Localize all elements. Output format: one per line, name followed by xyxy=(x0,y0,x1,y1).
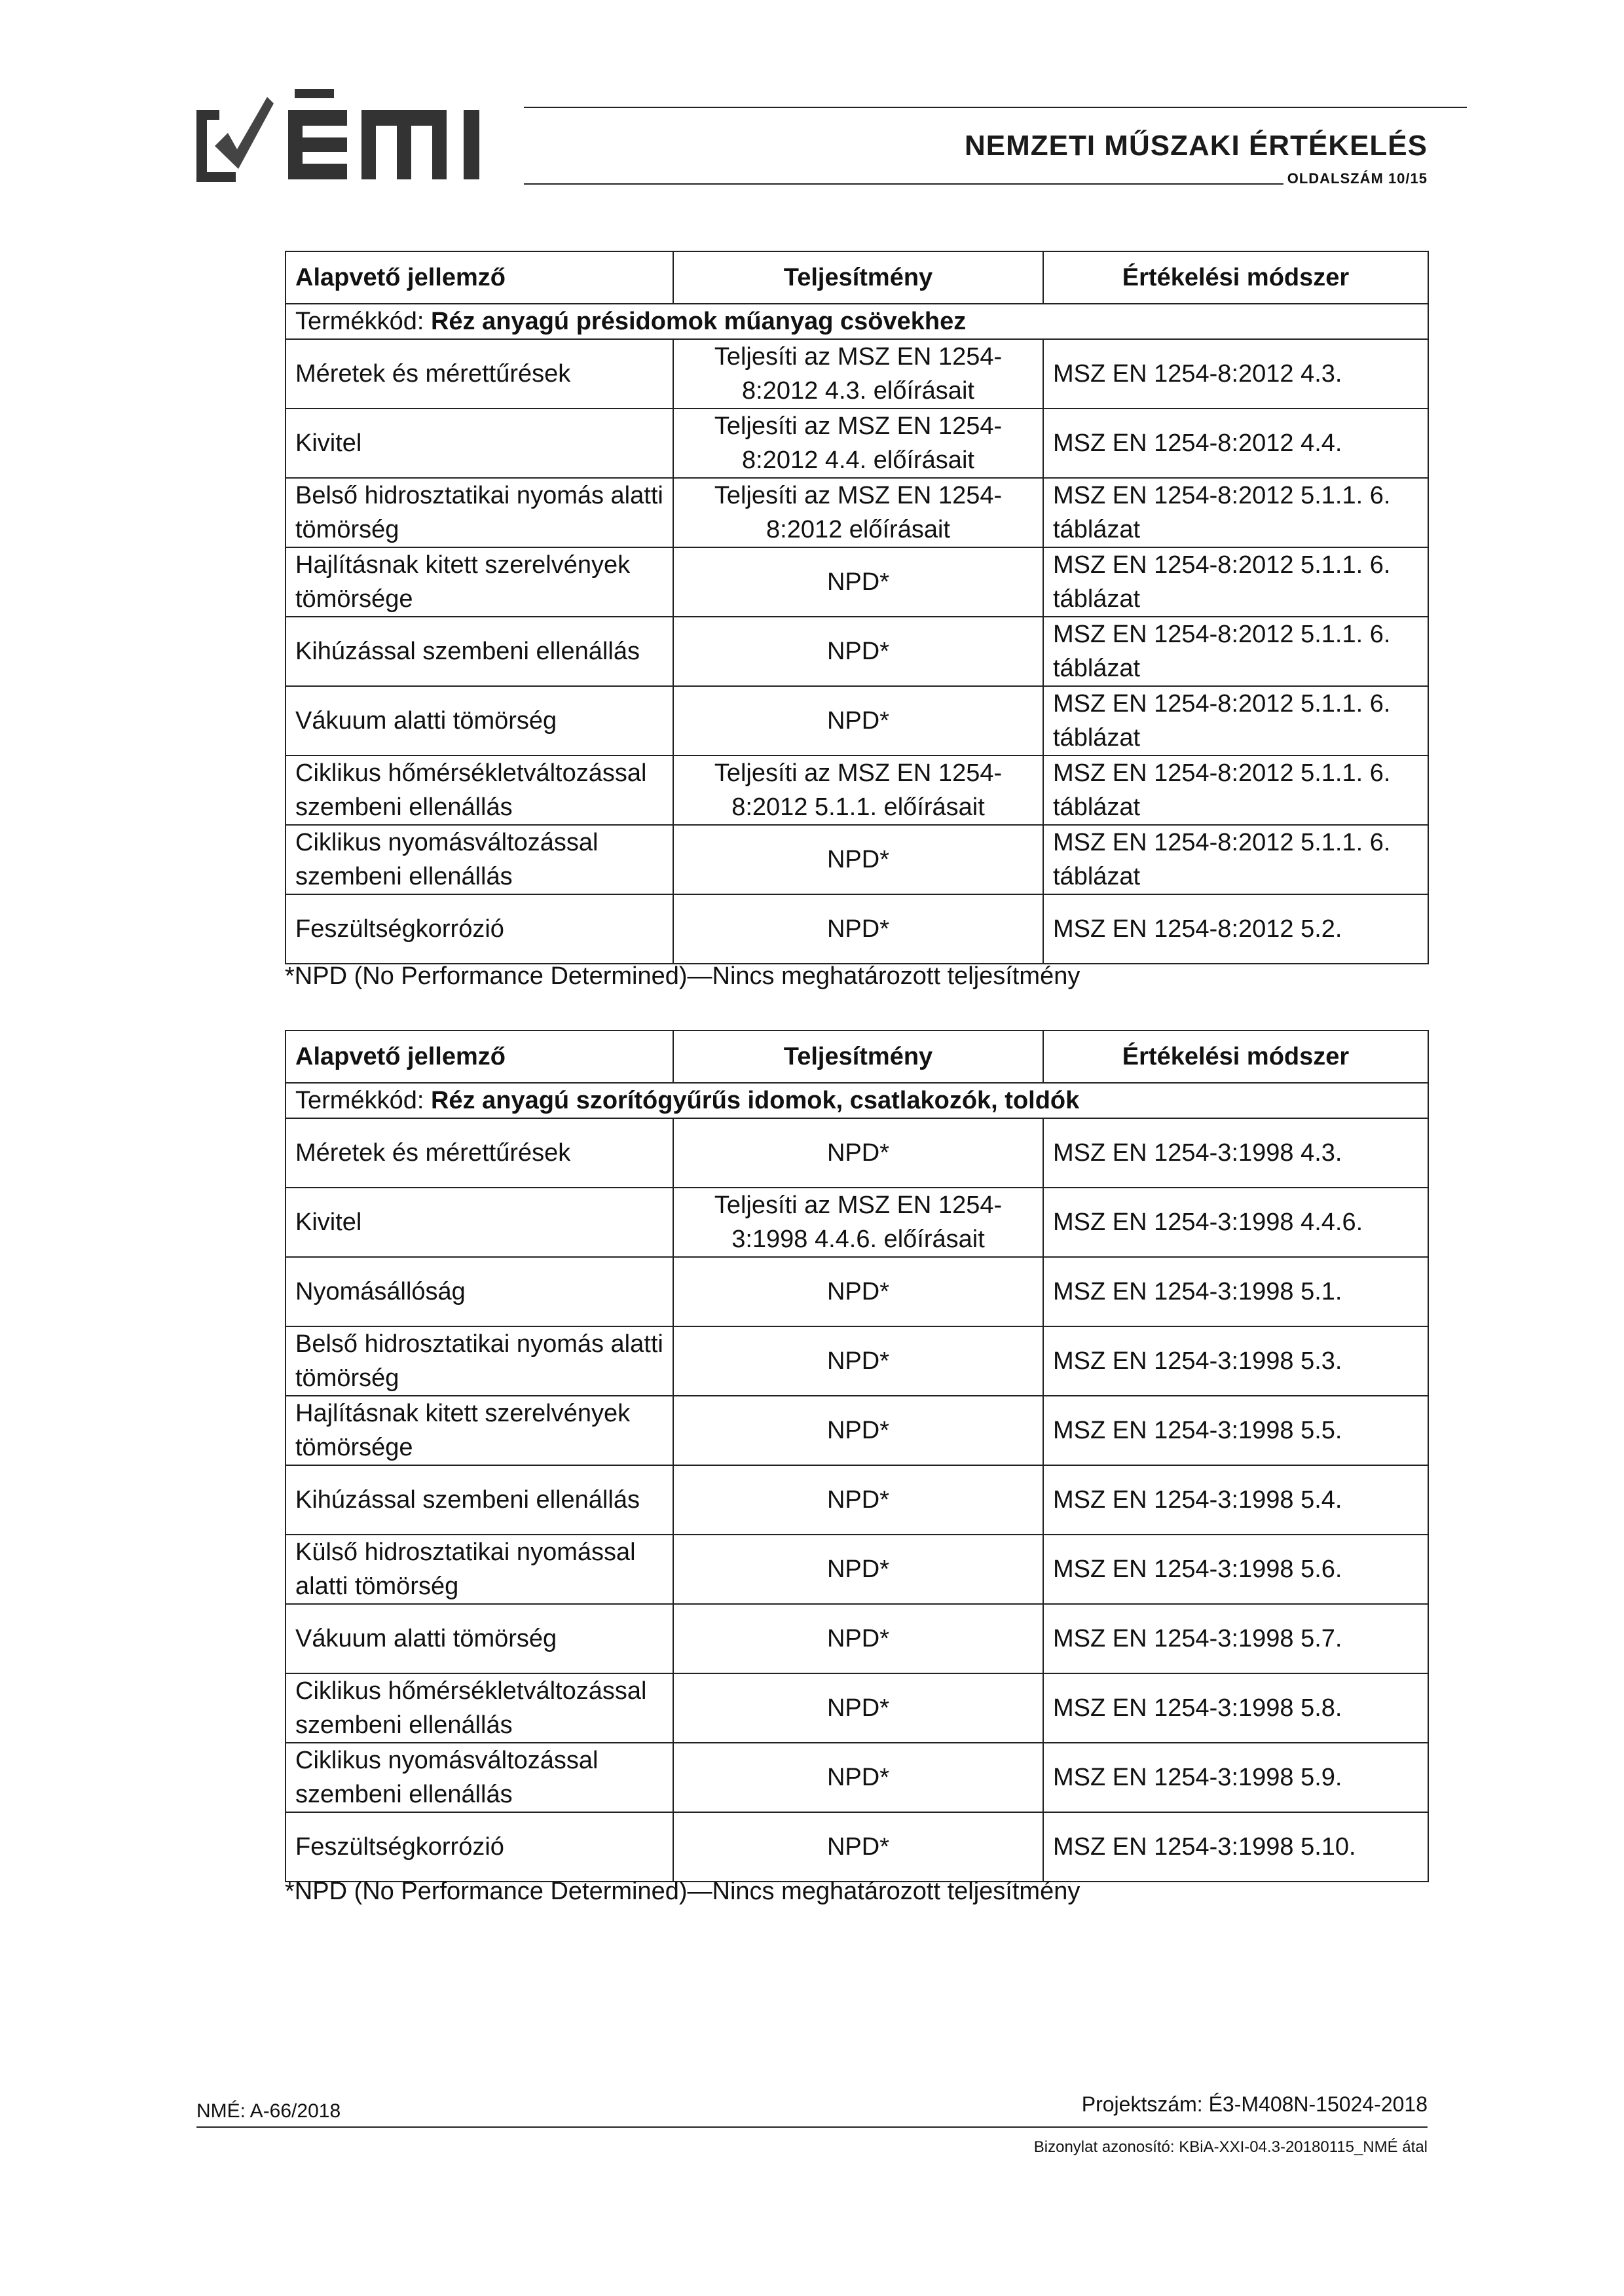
table-row xyxy=(286,686,1428,756)
method-cell: MSZ EN 1254-8:2012 5.1.1. 6. táblázat xyxy=(1043,756,1428,825)
table-row xyxy=(286,1465,1428,1535)
header-performance: Teljesítmény xyxy=(673,251,1043,304)
feature-cell: Kihúzással szembeni ellenállás xyxy=(286,1465,673,1535)
header-rule-bottom xyxy=(524,183,1283,185)
method-cell: MSZ EN 1254-3:1998 5.9. xyxy=(1043,1743,1428,1812)
logo-letter-i xyxy=(464,110,479,179)
table-row xyxy=(286,478,1428,547)
method-cell: MSZ EN 1254-3:1998 5.4. xyxy=(1043,1465,1428,1535)
method-cell: MSZ EN 1254-8:2012 5.1.1. 6. táblázat xyxy=(1043,547,1428,617)
performance-cell: Teljesíti az MSZ EN 1254-3:1998 4.4.6. előírásait xyxy=(673,1188,1043,1257)
table-row xyxy=(286,1118,1428,1188)
feature-cell: Kihúzással szembeni ellenállás xyxy=(286,617,673,686)
table-row xyxy=(286,409,1428,478)
performance-cell: NPD* xyxy=(673,1326,1043,1396)
page-number: OLDALSZÁM 10/15 xyxy=(1287,170,1428,187)
feature-cell: Feszültségkorrózió xyxy=(286,894,673,964)
performance-cell: NPD* xyxy=(673,1118,1043,1188)
feature-cell: Belső hidrosztatikai nyomás alatti tömörség xyxy=(286,1326,673,1396)
performance-cell: Teljesíti az MSZ EN 1254-8:2012 4.4. előírásait xyxy=(673,409,1043,478)
footnote-npd: *NPD (No Performance Determined)—Nincs meghatározott teljesítmény xyxy=(285,1878,1080,1905)
product-code-value: Réz anyagú présidomok műanyag csövekhez xyxy=(430,308,967,335)
performance-table-2 xyxy=(285,1030,1429,1882)
product-code xyxy=(286,1083,1428,1118)
feature-cell: Vákuum alatti tömörség xyxy=(286,1604,673,1673)
performance-cell: NPD* xyxy=(673,1673,1043,1743)
product-code xyxy=(286,304,1428,339)
method-cell: MSZ EN 1254-8:2012 5.1.1. 6. táblázat xyxy=(1043,478,1428,547)
performance-cell: NPD* xyxy=(673,1604,1043,1673)
table-row xyxy=(286,1812,1428,1882)
performance-cell: Teljesíti az MSZ EN 1254-8:2012 4.3. előírásait xyxy=(673,339,1043,409)
footnote-npd: *NPD (No Performance Determined)—Nincs meghatározott teljesítmény xyxy=(285,962,1080,990)
performance-cell: NPD* xyxy=(673,1812,1043,1882)
method-cell: MSZ EN 1254-8:2012 5.1.1. 6. táblázat xyxy=(1043,825,1428,894)
table-row xyxy=(286,894,1428,964)
performance-cell: NPD* xyxy=(673,1743,1043,1812)
performance-cell: NPD* xyxy=(673,686,1043,756)
checkmark-icon xyxy=(196,97,274,182)
footer-rule xyxy=(196,2126,1428,2128)
table-row xyxy=(286,1257,1428,1326)
header-method: Értékelési módszer xyxy=(1043,1030,1428,1083)
performance-cell: NPD* xyxy=(673,1535,1043,1604)
table-row xyxy=(286,1535,1428,1604)
method-cell: MSZ EN 1254-3:1998 5.8. xyxy=(1043,1673,1428,1743)
project-number: Projektszám: É3-M408N-15024-2018 xyxy=(1081,2092,1428,2116)
method-cell: MSZ EN 1254-3:1998 5.7. xyxy=(1043,1604,1428,1673)
method-cell: MSZ EN 1254-8:2012 4.4. xyxy=(1043,409,1428,478)
method-cell: MSZ EN 1254-3:1998 5.6. xyxy=(1043,1535,1428,1604)
feature-cell: Méretek és mérettűrések xyxy=(286,339,673,409)
table-header-row xyxy=(286,251,1428,304)
header-feature: Alapvető jellemző xyxy=(286,1030,673,1083)
table-row xyxy=(286,547,1428,617)
feature-cell: Ciklikus nyomásváltozással szembeni ellenállás xyxy=(286,1743,673,1812)
method-cell: MSZ EN 1254-3:1998 5.3. xyxy=(1043,1326,1428,1396)
table-row xyxy=(286,1396,1428,1465)
feature-cell: Kivitel xyxy=(286,409,673,478)
method-cell: MSZ EN 1254-8:2012 5.1.1. 6. táblázat xyxy=(1043,686,1428,756)
feature-cell: Vákuum alatti tömörség xyxy=(286,686,673,756)
table-row xyxy=(286,1604,1428,1673)
header-performance: Teljesítmény xyxy=(673,1030,1043,1083)
performance-cell: NPD* xyxy=(673,547,1043,617)
table-row xyxy=(286,825,1428,894)
feature-cell: Ciklikus hőmérsékletváltozással szembeni ellenállás xyxy=(286,756,673,825)
feature-cell: Külső hidrosztatikai nyomással alatti tömörség xyxy=(286,1535,673,1604)
performance-cell: NPD* xyxy=(673,1257,1043,1326)
feature-cell: Feszültségkorrózió xyxy=(286,1812,673,1882)
feature-cell: Belső hidrosztatikai nyomás alatti tömörség xyxy=(286,478,673,547)
feature-cell: Ciklikus hőmérsékletváltozással szembeni ellenállás xyxy=(286,1673,673,1743)
header-feature: Alapvető jellemző xyxy=(286,251,673,304)
product-code-row xyxy=(286,304,1428,339)
table-header-row xyxy=(286,1030,1428,1083)
emi-logo xyxy=(190,84,517,195)
method-cell: MSZ EN 1254-3:1998 4.4.6. xyxy=(1043,1188,1428,1257)
product-code-label: Termékkód: xyxy=(295,1087,431,1114)
document-title: NEMZETI MŰSZAKI ÉRTÉKELÉS xyxy=(964,130,1428,162)
header-rule-top xyxy=(524,107,1467,108)
method-cell: MSZ EN 1254-8:2012 4.3. xyxy=(1043,339,1428,409)
performance-cell: NPD* xyxy=(673,894,1043,964)
performance-cell: NPD* xyxy=(673,1396,1043,1465)
feature-cell: Ciklikus nyomásváltozással szembeni ellenállás xyxy=(286,825,673,894)
product-code-row xyxy=(286,1083,1428,1118)
performance-cell: Teljesíti az MSZ EN 1254-8:2012 5.1.1. előírásait xyxy=(673,756,1043,825)
product-code-value: Réz anyagú szorítógyűrűs idomok, csatlakozók, toldók xyxy=(430,1087,1080,1114)
feature-cell: Hajlításnak kitett szerelvények tömörsége xyxy=(286,1396,673,1465)
table-row xyxy=(286,1326,1428,1396)
performance-cell: NPD* xyxy=(673,1465,1043,1535)
method-cell: MSZ EN 1254-3:1998 5.5. xyxy=(1043,1396,1428,1465)
method-cell: MSZ EN 1254-3:1998 4.3. xyxy=(1043,1118,1428,1188)
performance-cell: NPD* xyxy=(673,617,1043,686)
table-row xyxy=(286,756,1428,825)
logo-letter-e xyxy=(288,89,347,179)
method-cell: MSZ EN 1254-3:1998 5.1. xyxy=(1043,1257,1428,1326)
performance-cell: Teljesíti az MSZ EN 1254-8:2012 előírásait xyxy=(673,478,1043,547)
method-cell: MSZ EN 1254-8:2012 5.2. xyxy=(1043,894,1428,964)
feature-cell: Méretek és mérettűrések xyxy=(286,1118,673,1188)
table-row xyxy=(286,1673,1428,1743)
performance-cell: NPD* xyxy=(673,825,1043,894)
logo-letter-m xyxy=(361,110,447,179)
table-row xyxy=(286,339,1428,409)
nme-number: NMÉ: A-66/2018 xyxy=(196,2100,341,2122)
feature-cell: Kivitel xyxy=(286,1188,673,1257)
product-code-label: Termékkód: xyxy=(295,308,431,335)
method-cell: MSZ EN 1254-8:2012 5.1.1. 6. táblázat xyxy=(1043,617,1428,686)
table-row xyxy=(286,1188,1428,1257)
performance-table-1 xyxy=(285,251,1429,964)
feature-cell: Hajlításnak kitett szerelvények tömörsége xyxy=(286,547,673,617)
feature-cell: Nyomásállóság xyxy=(286,1257,673,1326)
method-cell: MSZ EN 1254-3:1998 5.10. xyxy=(1043,1812,1428,1882)
document-id: Bizonylat azonosító: KBiA-XXI-04.3-20180115_NMÉ átal xyxy=(1033,2138,1428,2156)
header-method: Értékelési módszer xyxy=(1043,251,1428,304)
table-row xyxy=(286,1743,1428,1812)
table-row xyxy=(286,617,1428,686)
